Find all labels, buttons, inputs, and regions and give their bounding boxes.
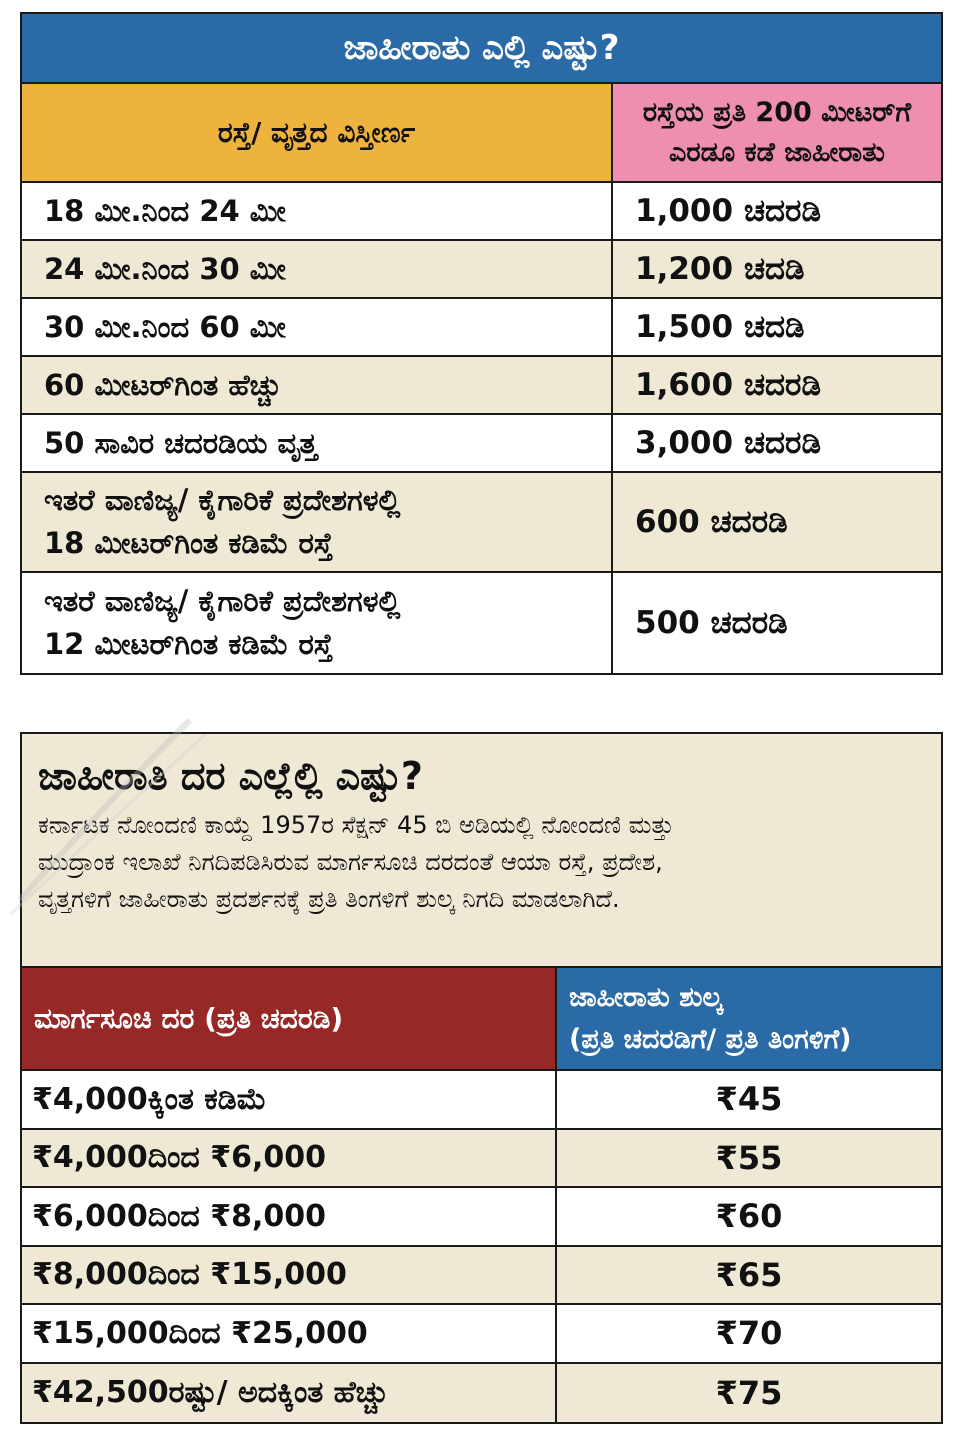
table1-title: ಜಾಹೀರಾತು ಎಲ್ಲಿ ಎಷ್ಟು? — [22, 14, 941, 84]
table-row — [22, 1305, 941, 1364]
table2-header-row — [22, 968, 941, 1071]
ad-fee-cell: ₹60 — [715, 1197, 783, 1236]
road-width-cell: 60 ಮೀಟರ್‌ಗಿಂತ ಹೆಚ್ಚು — [22, 357, 613, 413]
table-row — [22, 1364, 941, 1423]
ad-area-cell: 1,600 ಚದರಡಿ — [635, 366, 821, 403]
road-width-cell — [22, 473, 613, 571]
road-width-line2: 18 ಮೀಟರ್‌ಗಿಂತ ಕಡಿಮೆ ರಸ್ತೆ — [44, 526, 333, 560]
table1-header-ad-area-line1: ರಸ್ತೆಯ ಪ್ರತಿ 200 ಮೀಟರ್‌ಗೆ — [642, 97, 912, 129]
table1-header-row — [22, 84, 941, 183]
road-width-line2: 12 ಮೀಟರ್‌ಗಿಂತ ಕಡಿಮೆ ರಸ್ತೆ — [44, 627, 333, 661]
table-row — [22, 357, 941, 415]
ad-fee-cell: ₹55 — [715, 1138, 783, 1177]
table2-header-guideline-rate: ಮಾರ್ಗಸೂಚಿ ದರ (ಪ್ರತಿ ಚದರಡಿ) — [22, 968, 557, 1069]
table-row — [22, 573, 941, 673]
table-row — [22, 1188, 941, 1247]
ad-area-cell: 500 ಚದರಡಿ — [635, 604, 788, 641]
table2-header-ad-fee-line2: (ಪ್ರತಿ ಚದರಡಿಗೆ/ ಪ್ರತಿ ತಿಂಗಳಿಗೆ) — [569, 1023, 852, 1055]
table-row — [22, 415, 941, 473]
guideline-rate-cell: ₹6,000ದಿಂದ ₹8,000 — [22, 1188, 557, 1245]
ad-area-cell: 1,500 ಚದಡಿ — [635, 308, 805, 345]
table-row — [22, 473, 941, 573]
table-row — [22, 183, 941, 241]
guideline-rate-cell: ₹4,000ಕ್ಕಿಂತ ಕಡಿಮೆ — [22, 1071, 557, 1128]
table2-title: ಜಾಹೀರಾತಿ ದರ ಎಲ್ಲೆಲ್ಲಿ ಎಷ್ಟು? — [38, 754, 423, 798]
guideline-rate-cell: ₹42,500ರಷ್ಟು/ ಅದಕ್ಕಿಂತ ಹೆಚ್ಚು — [22, 1364, 557, 1423]
table-row — [22, 1071, 941, 1130]
ad-area-cell: 600 ಚದರಡಿ — [635, 503, 788, 540]
table2-description — [38, 807, 925, 919]
table1-header-road-width: ರಸ್ತೆ/ ವೃತ್ತದ ವಿಸ್ತೀರ್ಣ — [22, 84, 613, 181]
ad-area-cell: 1,000 ಚದರಡಿ — [635, 192, 821, 229]
road-width-line1: ಇತರೆ ವಾಣಿಜ್ಯ/ ಕೈಗಾರಿಕೆ ಪ್ರದೇಶಗಳಲ್ಲಿ — [44, 482, 401, 517]
road-advertisement-area-table — [20, 12, 943, 675]
guideline-rate-cell: ₹15,000ದಿಂದ ₹25,000 — [22, 1305, 557, 1362]
ad-area-cell: 1,200 ಚದಡಿ — [635, 250, 805, 287]
guideline-rate-cell: ₹4,000ದಿಂದ ₹6,000 — [22, 1130, 557, 1187]
description-line1: ಕರ್ನಾಟಕ ನೋಂದಣಿ ಕಾಯ್ದೆ 1957ರ ಸೆಕ್ಷನ್ 45 ಬಿ ಅಡಿಯಲ್ಲಿ ನೋಂದಣಿ ಮತ್ತು — [38, 811, 674, 839]
road-width-cell — [22, 573, 613, 673]
table-row — [22, 1247, 941, 1306]
road-width-cell: 24 ಮೀ.ನಿಂದ 30 ಮೀ — [22, 241, 613, 297]
advertisement-rate-table — [20, 732, 943, 1424]
table1-header-ad-area — [613, 84, 941, 181]
description-line2: ಮುದ್ರಾಂಕ ಇಲಾಖೆ ನಿಗದಿಪಡಿಸಿರುವ ಮಾರ್ಗಸೂಚಿ ದರದಂತೆ ಆಯಾ ರಸ್ತೆ, ಪ್ರದೇಶ, — [38, 848, 663, 877]
table2-intro — [22, 734, 941, 968]
table-row — [22, 1130, 941, 1189]
road-width-cell: 30 ಮೀ.ನಿಂದ 60 ಮೀ — [22, 299, 613, 355]
road-width-cell: 18 ಮೀ.ನಿಂದ 24 ಮೀ — [22, 183, 613, 239]
table-row — [22, 299, 941, 357]
road-width-line1: ಇತರೆ ವಾಣಿಜ್ಯ/ ಕೈಗಾರಿಕೆ ಪ್ರದೇಶಗಳಲ್ಲಿ — [44, 583, 401, 618]
road-width-cell: 50 ಸಾವಿರ ಚದರಡಿಯ ವೃತ್ತ — [22, 415, 613, 471]
ad-fee-cell: ₹75 — [715, 1373, 783, 1412]
ad-fee-cell: ₹45 — [715, 1080, 783, 1119]
guideline-rate-cell: ₹8,000ದಿಂದ ₹15,000 — [22, 1247, 557, 1304]
table1-header-ad-area-line2: ಎರಡೂ ಕಡೆ ಜಾಹೀರಾತು — [669, 136, 885, 168]
description-line3: ವೃತ್ತಗಳಿಗೆ ಜಾಹೀರಾತು ಪ್ರದರ್ಶನಕ್ಕೆ ಪ್ರತಿ ತಿಂಗಳಿಗೆ ಶುಲ್ಕ ನಿಗದಿ ಮಾಡಲಾಗಿದೆ. — [38, 885, 620, 914]
ad-fee-cell: ₹70 — [715, 1314, 783, 1353]
table2-header-ad-fee-line1: ಜಾಹೀರಾತು ಶುಲ್ಕ — [569, 981, 723, 1013]
ad-area-cell: 3,000 ಚದರಡಿ — [635, 424, 821, 461]
table2-header-ad-fee — [557, 968, 941, 1069]
table-row — [22, 241, 941, 299]
ad-fee-cell: ₹65 — [715, 1255, 783, 1294]
